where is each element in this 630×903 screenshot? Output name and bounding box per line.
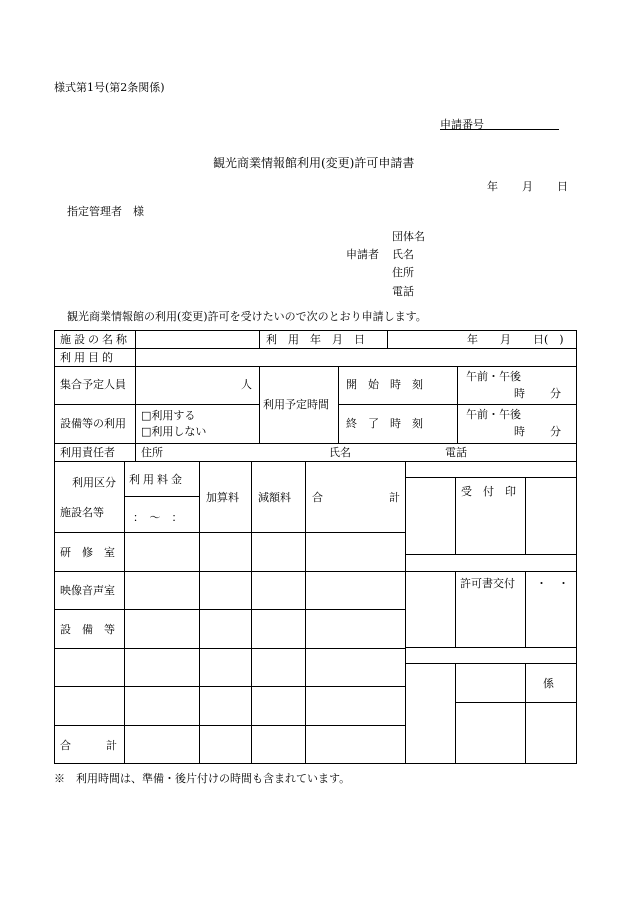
purpose-label: 利用目的: [60, 351, 116, 364]
applicant-name: 氏名: [392, 248, 414, 261]
responsible-address: 住所: [141, 446, 163, 459]
start-hour: 時: [514, 387, 525, 400]
fee-label: 利用料金: [129, 473, 185, 486]
applicant-org: 団体名: [392, 230, 425, 243]
use-date-value: 年 月 日( ): [467, 333, 564, 346]
total-label-2: 計: [389, 491, 400, 504]
facility-etc-label: 施設名等: [60, 506, 104, 519]
staff-label: 係: [543, 677, 554, 690]
start-minute: 分: [550, 387, 561, 400]
facility-name-label: 施設の名称: [60, 333, 130, 346]
intro-text: 観光商業情報館の利用(変更)許可を受けたいので次のとおり申請します。: [67, 310, 427, 323]
row-training-room: 研 修 室: [60, 546, 115, 559]
discount-label: 減額料: [258, 491, 291, 504]
form-number: 様式第1号(第2条関係): [54, 81, 165, 94]
date-year: 年: [487, 180, 498, 193]
start-am-pm: 午前・午後: [466, 370, 521, 383]
responsible-label: 利用責任者: [60, 446, 115, 459]
applicant-phone: 電話: [392, 285, 414, 298]
use-time-label: 利用予定時間: [263, 398, 329, 411]
equip-yes-checkbox[interactable]: □利用する: [141, 409, 196, 422]
row-av-room: 映像音声室: [60, 584, 115, 597]
application-number-label: 申請番号: [440, 119, 559, 130]
addressee: 指定管理者 様: [67, 205, 144, 218]
grand-total-1: 合: [60, 739, 71, 752]
start-time-label: 開 始 時 刻: [346, 378, 423, 391]
permit-issued-label: 許可書交付: [460, 577, 515, 590]
date-month: 月: [522, 180, 533, 193]
equip-no-checkbox[interactable]: □利用しない: [141, 425, 207, 438]
end-minute: 分: [550, 425, 561, 438]
responsible-phone: 電話: [445, 446, 467, 459]
total-label: 合: [312, 491, 323, 504]
end-hour: 時: [514, 425, 525, 438]
attendees-label: 集合予定人員: [60, 378, 126, 391]
grand-total-2: 計: [106, 739, 117, 752]
date-day: 日: [557, 180, 568, 193]
end-am-pm: 午前・午後: [466, 408, 521, 421]
use-date-label: 利 用 年 月 日: [266, 333, 365, 346]
receipt-stamp-label: 受 付 印: [461, 485, 516, 498]
time-range: ： ～ ：: [133, 511, 183, 524]
use-category-label: 利用区分: [72, 476, 116, 489]
applicant-address: 住所: [392, 266, 414, 279]
footnote: ※ 利用時間は、準備・後片付けの時間も含まれています。: [54, 772, 351, 785]
surcharge-label: 加算料: [206, 491, 239, 504]
document-title: 観光商業情報館利用(変更)許可申請書: [213, 156, 415, 170]
row-equipment: 設 備 等: [60, 623, 115, 636]
responsible-name: 氏名: [329, 446, 351, 459]
applicant-label: 申請者: [346, 248, 379, 261]
end-time-label: 終 了 時 刻: [346, 417, 423, 430]
equipment-use-label: 設備等の利用: [60, 417, 126, 430]
persons-unit: 人: [241, 378, 252, 391]
permit-dots: ・ ・: [536, 577, 569, 590]
